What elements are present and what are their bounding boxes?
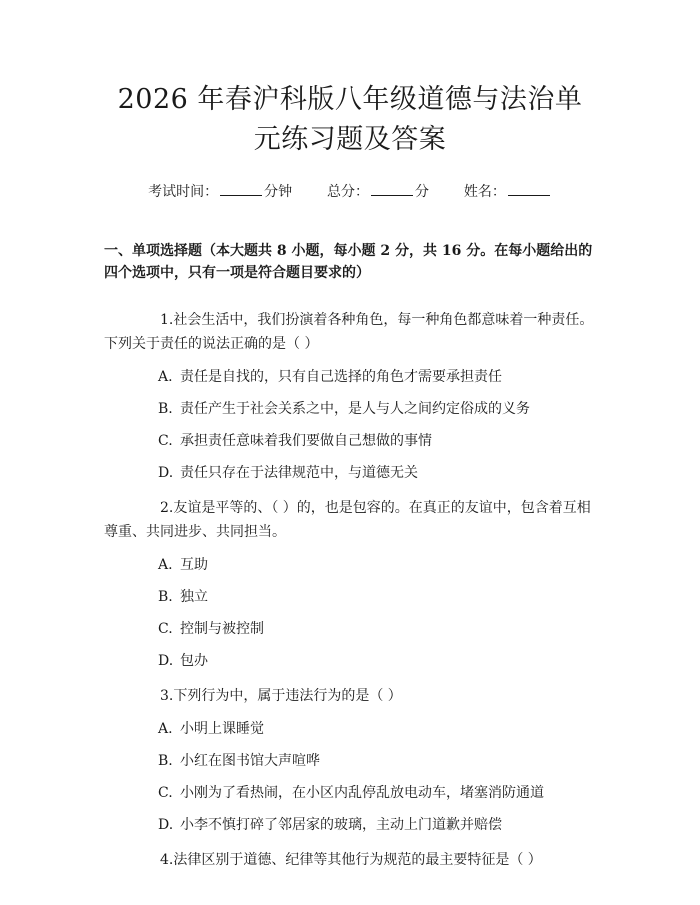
question-3 [104,684,596,836]
option-text: 小明上课睡觉 [180,721,264,737]
question-2-option-c [158,618,596,640]
question-3-options [104,718,596,836]
option-text: 包办 [180,653,208,669]
section-heading: 一、单项选择题（本大题共 8 小题，每小题 2 分，共 16 分。在每小题给出的四个选项中，只有一项是符合题目要求的） [104,243,593,281]
option-letter: C. [158,785,173,801]
student-name-field [464,182,552,202]
question-4-text [104,848,596,872]
option-letter: B. [158,401,173,417]
question-1-option-b [158,398,596,420]
option-letter: C. [158,621,173,637]
option-letter: A. [158,557,173,573]
exam-time-label: 考试时间： [148,184,219,200]
question-3-number: 3. [160,688,174,704]
question-2-number: 2. [160,500,174,516]
option-letter: D. [158,465,174,481]
option-text: 互助 [180,557,208,573]
question-1-option-c [158,430,596,452]
exam-time-field [148,182,292,202]
question-4-stem: 法律区别于道德、纪律等其他行为规范的最主要特征是（ ） [173,852,542,868]
option-text: 责任是自找的，只有自己选择的角色才需要承担责任 [180,369,502,385]
question-4-number: 4. [160,852,174,868]
option-text: 责任产生于社会关系之中，是人与人之间约定俗成的义务 [180,401,530,417]
option-letter: D. [158,653,174,669]
question-1-text [104,308,596,356]
option-text: 小刚为了看热闹，在小区内乱停乱放电动车，堵塞消防通道 [180,785,544,801]
question-2-text [104,496,596,544]
exam-info-line [104,182,596,202]
option-text: 责任只存在于法律规范中，与道德无关 [180,465,418,481]
total-score-blank [371,183,413,196]
option-letter: A. [158,721,173,737]
exam-time-unit: 分钟 [264,184,293,200]
question-3-option-b [158,750,596,772]
student-name-label: 姓名： [463,184,506,200]
question-2-option-d [158,650,596,672]
question-4 [104,848,596,872]
question-1-option-d [158,462,596,484]
option-letter: D. [158,817,174,833]
question-1-number: 1. [160,312,174,328]
option-text: 独立 [180,589,208,605]
question-1-option-a [158,366,596,388]
question-1 [104,308,596,484]
question-2-option-b [158,586,596,608]
option-letter: C. [158,433,173,449]
option-text: 承担责任意味着我们要做自己想做的事情 [180,433,432,449]
total-score-unit: 分 [415,184,429,200]
question-1-options [104,366,596,484]
question-1-stem: 社会生活中，我们扮演着各种角色，每一种角色都意味着一种责任。下列关于责任的说法正确的是（ ） [104,312,594,352]
option-text: 小李不慎打碎了邻居家的玻璃，主动上门道歉并赔偿 [180,817,502,833]
option-letter: B. [158,753,173,769]
question-3-option-c [158,782,596,804]
option-text: 控制与被控制 [180,621,264,637]
student-name-blank [508,183,550,196]
option-text: 小红在图书馆大声喧哗 [180,753,320,769]
document-title: 2026 年春沪科版八年级道德与法治单元练习题及答案 [117,84,583,155]
total-score-label: 总分： [327,184,369,200]
question-3-option-a [158,718,596,740]
question-3-text [104,684,596,708]
question-2 [104,496,596,672]
option-letter: B. [158,589,173,605]
question-2-option-a [158,554,596,576]
question-3-option-d [158,814,596,836]
question-2-options [104,554,596,672]
question-3-stem: 下列行为中，属于违法行为的是（ ） [173,688,402,704]
total-score-field [327,182,429,202]
exam-time-blank [220,183,262,196]
question-2-stem: 友谊是平等的、（ ）的，也是包容的。在真正的友谊中，包含着互相尊重、共同进步、共同担当。 [104,500,591,540]
option-letter: A. [158,369,173,385]
